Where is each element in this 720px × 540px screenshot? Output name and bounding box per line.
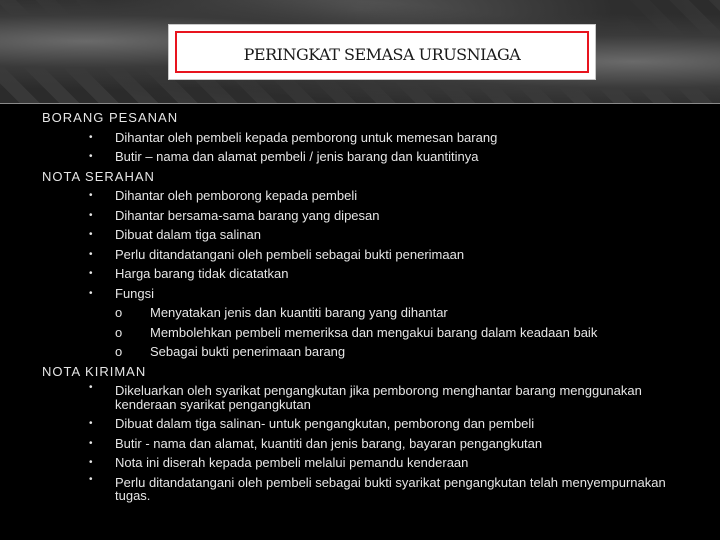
bullet-text: Perlu ditandatangani oleh pembeli sebagai bukti syarikat pengangkutan telah menyempurnakan tugas. xyxy=(115,474,666,503)
bullet-item xyxy=(42,381,682,414)
bullet-item xyxy=(42,453,682,473)
bullet-item xyxy=(42,206,682,226)
sub-bullet-item xyxy=(42,323,682,343)
section-heading: BORANG PESANAN xyxy=(42,110,179,125)
sub-bullet-text: Menyatakan jenis dan kuantiti barang yang dihantar xyxy=(150,305,448,320)
title-box xyxy=(168,24,596,80)
bullet-icon: • xyxy=(89,437,93,449)
bullet-icon: • xyxy=(89,268,93,279)
sub-bullet-item xyxy=(42,303,682,323)
bullet-text: Dihantar bersama-sama barang yang dipesan xyxy=(115,207,380,223)
bullet-text: Dibuat dalam tiga salinan- untuk pengangkutan, pemborong dan pembeli xyxy=(115,416,535,431)
slide-title: PERINGKAT SEMASA URUSNIAGA xyxy=(243,44,521,64)
header-divider xyxy=(0,103,720,104)
bullet-item xyxy=(42,245,682,265)
bullet-item xyxy=(42,414,682,434)
bullet-text: Harga barang tidak dicatatkan xyxy=(115,266,289,281)
title-frame xyxy=(175,31,589,73)
sub-bullet-text: Sebagai bukti penerimaan barang xyxy=(150,344,346,359)
bullet-icon: • xyxy=(89,131,93,143)
bullet-text: Perlu ditandatangani oleh pembeli sebagai bukti penerimaan xyxy=(115,246,465,262)
sub-bullet-text: Membolehkan pembeli memeriksa dan mengakui barang dalam keadaan baik xyxy=(150,324,598,340)
bullet-icon: • xyxy=(89,248,93,260)
bullet-icon: • xyxy=(89,229,93,240)
bullet-text: Nota ini diserah kepada pembeli melalui pemandu kenderaan xyxy=(115,455,469,470)
sub-bullet-icon: o xyxy=(115,324,123,340)
bullet-item xyxy=(42,147,682,167)
bullet-item xyxy=(42,186,682,206)
bullet-icon: • xyxy=(89,190,93,201)
bullet-text: Butir – nama dan alamat pembeli / jenis barang dan kuantitinya xyxy=(115,149,479,164)
bullet-item xyxy=(42,434,682,454)
bullet-item xyxy=(42,128,682,148)
bullet-icon: • xyxy=(89,457,93,468)
bullet-text: Dihantar oleh pemborong kepada pembeli xyxy=(115,188,358,203)
section-heading: NOTA SERAHAN xyxy=(42,168,155,184)
bullet-icon: • xyxy=(89,473,93,485)
bullet-text: Dikeluarkan oleh syarikat pengangkutan jika pemborong menghantar barang menggunakan kenderaan syarikat pengangkutan xyxy=(115,383,642,412)
bullet-text: Dibuat dalam tiga salinan xyxy=(115,227,261,242)
bullet-icon: • xyxy=(89,209,93,221)
bullet-icon: • xyxy=(89,382,93,393)
bullet-text: Dihantar oleh pembeli kepada pemborong untuk memesan barang xyxy=(115,129,498,145)
bullet-item xyxy=(42,225,682,245)
bullet-item xyxy=(42,473,682,506)
bullet-item xyxy=(42,264,682,284)
section-heading: NOTA KIRIMAN xyxy=(42,363,147,379)
bullet-text: Butir - nama dan alamat, kuantiti dan jenis barang, bayaran pengangkutan xyxy=(115,435,543,451)
bullet-icon: • xyxy=(89,418,93,429)
slide-body xyxy=(42,108,682,506)
sub-bullet-item xyxy=(42,342,682,362)
bullet-icon: • xyxy=(89,287,93,299)
bullet-text: Fungsi xyxy=(115,285,155,301)
bullet-icon: • xyxy=(89,151,93,162)
sub-bullet-icon: o xyxy=(115,305,123,320)
sub-bullet-icon: o xyxy=(115,344,123,359)
bullet-item xyxy=(42,284,682,304)
